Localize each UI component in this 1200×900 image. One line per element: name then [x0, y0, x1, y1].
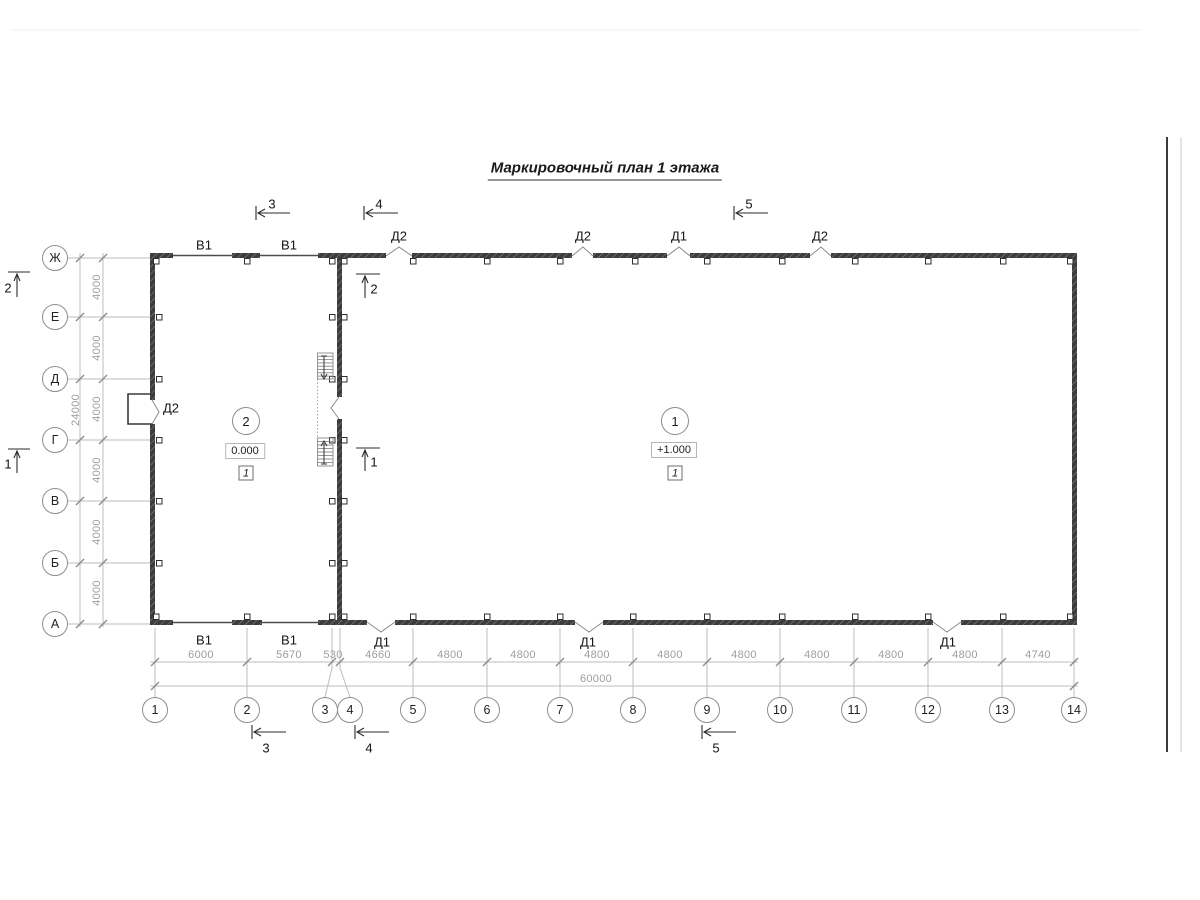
window-lines [173, 256, 318, 623]
section-number: 5 [712, 740, 720, 756]
dimension-value: 4800 [510, 649, 536, 661]
grid-col-bubble: 9 [694, 697, 720, 723]
grid-col-bubble: 14 [1061, 697, 1087, 723]
door-break-symbols [152, 247, 961, 632]
opening-mark: Д1 [373, 634, 391, 650]
opening-mark: Д2 [162, 400, 180, 416]
dimension-value: 4800 [731, 649, 757, 661]
section-number: 3 [262, 740, 270, 756]
dimension-value: 4800 [437, 649, 463, 661]
room-elevation: 0.000 [225, 443, 265, 459]
dimension-value: 530 [323, 649, 343, 661]
opening-mark: Д2 [574, 228, 592, 244]
section-number: 1 [370, 454, 378, 470]
dimension-value: 4000 [91, 519, 103, 545]
left-dimension-ticks [76, 254, 107, 628]
walls [150, 253, 1077, 625]
grid-row-bubble: В [42, 488, 68, 514]
opening-mark: Д1 [670, 228, 688, 244]
grid-col-bubble: 11 [841, 697, 867, 723]
dimension-value: 4740 [1025, 649, 1051, 661]
opening-mark: В1 [281, 632, 297, 648]
drawing-title: Маркировочный план 1 этажа [488, 160, 722, 181]
grid-col-bubble: 13 [989, 697, 1015, 723]
dimension-value: 4800 [952, 649, 978, 661]
grid-col-bubble: 4 [337, 697, 363, 723]
dimension-value: 4000 [91, 396, 103, 422]
dimension-total: 24000 [70, 393, 82, 427]
dimension-value: 4000 [91, 274, 103, 300]
column-markers [154, 259, 1074, 620]
section-number: 1 [4, 456, 12, 472]
dimension-value: 6000 [188, 649, 214, 661]
grid-col-bubble: 10 [767, 697, 793, 723]
dimension-total: 60000 [579, 673, 613, 685]
dimension-value: 4800 [657, 649, 683, 661]
sheet-border-lines [12, 30, 1181, 752]
grid-col-bubble: 7 [547, 697, 573, 723]
grid-col-bubble: 12 [915, 697, 941, 723]
room-elevation: +1.000 [651, 442, 697, 458]
section-number: 2 [370, 281, 378, 297]
opening-mark: Д2 [811, 228, 829, 244]
grid-row-bubble: Е [42, 304, 68, 330]
dimension-value: 5670 [276, 649, 302, 661]
opening-mark: Д1 [939, 634, 957, 650]
section-number: 2 [4, 280, 12, 296]
stair-direction-arrows [321, 356, 327, 464]
grid-col-bubble: 2 [234, 697, 260, 723]
opening-mark: Д1 [579, 634, 597, 650]
grid-col-bubble: 8 [620, 697, 646, 723]
section-number: 3 [268, 196, 276, 212]
staircase [318, 353, 334, 466]
section-number: 5 [745, 196, 753, 212]
room-type-mark: 1 [668, 466, 683, 481]
opening-mark: В1 [281, 237, 297, 253]
room-type-mark: 1 [239, 466, 254, 481]
grid-col-bubble: 3 [312, 697, 338, 723]
section-number: 4 [375, 196, 383, 212]
bottom-dimension-ticks [151, 658, 1078, 690]
grid-col-bubble: 5 [400, 697, 426, 723]
opening-mark: Д2 [390, 228, 408, 244]
dimension-value: 4800 [584, 649, 610, 661]
section-number: 4 [365, 740, 373, 756]
grid-col-bubble: 1 [142, 697, 168, 723]
grid-col-bubble: 6 [474, 697, 500, 723]
entrance-porch [128, 394, 152, 424]
dimension-value: 4000 [91, 335, 103, 361]
grid-row-bubble: Г [42, 427, 68, 453]
grid-row-bubble: Б [42, 550, 68, 576]
room-number-bubble: 2 [232, 407, 260, 435]
dimension-value: 4800 [878, 649, 904, 661]
grid-row-bubble: Ж [42, 245, 68, 271]
opening-mark: В1 [196, 632, 212, 648]
dimension-value: 4000 [91, 580, 103, 606]
room-number-bubble: 1 [661, 407, 689, 435]
grid-row-bubble: А [42, 611, 68, 637]
dimension-value: 4660 [365, 649, 391, 661]
opening-mark: В1 [196, 237, 212, 253]
grid-row-bubble: Д [42, 366, 68, 392]
dimension-value: 4800 [804, 649, 830, 661]
dimension-value: 4000 [91, 457, 103, 483]
